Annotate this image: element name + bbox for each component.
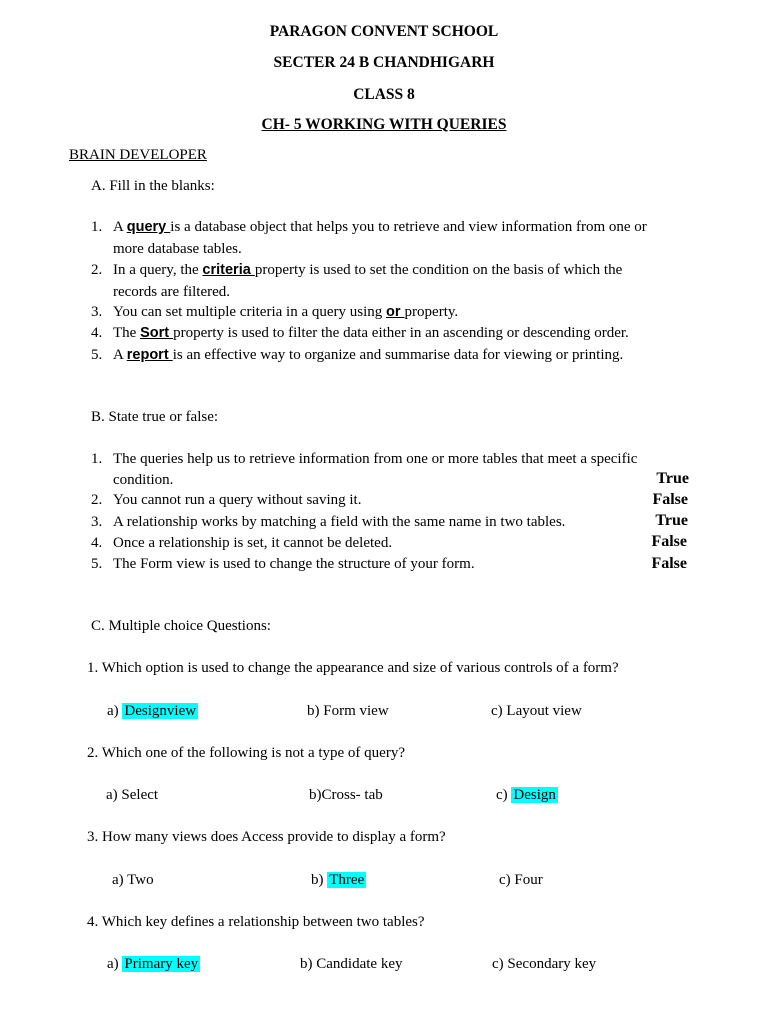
option-label: a) (112, 872, 128, 888)
item-number: 5. (91, 556, 103, 572)
option-label: b) (311, 872, 328, 888)
option-label: b) (307, 703, 324, 719)
item-number: 3. (91, 514, 103, 530)
option-text: Candidate key (316, 956, 403, 972)
item-number: 3. (91, 304, 103, 320)
option-text: Four (514, 872, 543, 888)
fill-item (91, 304, 459, 321)
item-text: property. (404, 304, 459, 320)
item-text: The Form view is used to change the structure of your form. (113, 556, 475, 572)
item-text-continued: condition. (113, 472, 174, 488)
item-text: Once a relationship is set, it cannot be deleted. (113, 535, 393, 551)
fill-answer: criteria (202, 262, 255, 278)
school-address: SECTER 24 B CHANDHIGARH (273, 54, 495, 71)
item-text: You cannot run a query without saving it. (113, 492, 362, 508)
option-text: Cross- tab (321, 787, 383, 803)
option-text: Two (127, 872, 154, 888)
correct-answer: Primary key (124, 956, 199, 972)
mcq-question: 2. Which one of the following is not a type of query? (87, 745, 405, 761)
tf-answer: True (656, 470, 689, 487)
mcq-option-c (491, 703, 582, 720)
fill-answer: Sort (140, 325, 174, 341)
mcq-option-c (492, 956, 596, 973)
mcq-question: 3. How many views does Access provide to display a form? (87, 829, 446, 845)
mcq-option-a (107, 703, 198, 720)
mcq-option-c (499, 872, 543, 889)
mcq-option-a (107, 956, 200, 973)
mcq-question: 4. Which key defines a relationship between two tables? (87, 914, 425, 930)
option-label: c) (496, 787, 512, 803)
section-a-heading: A. Fill in the blanks: (91, 178, 215, 194)
option-label: a) (107, 703, 123, 719)
option-text: Layout view (506, 703, 582, 719)
item-text: property is used to set the condition on the basis of which the (254, 262, 623, 278)
item-text-continued: more database tables. (113, 241, 242, 257)
option-label: b) (309, 787, 322, 803)
fill-item (91, 219, 647, 236)
tf-answer: False (652, 491, 688, 508)
mcq-option-a (112, 872, 154, 889)
chapter-title: CH- 5 WORKING WITH QUERIES (261, 116, 507, 133)
item-number: 1. (91, 219, 103, 235)
fill-item (91, 325, 629, 342)
item-text: The (113, 325, 141, 341)
option-label: a) (107, 956, 123, 972)
section-b-heading: B. State true or false: (91, 409, 219, 425)
correct-answer: Three (329, 872, 365, 888)
item-text: The queries help us to retrieve information from one or more tables that meet a specific (113, 451, 638, 467)
item-text: You can set multiple criteria in a query using (113, 304, 387, 320)
mcq-option-b (300, 956, 402, 973)
fill-answer: or (386, 304, 405, 320)
option-text: Select (121, 787, 159, 803)
item-text: is an effective way to organize and summarise data for viewing or printing. (172, 347, 624, 363)
tf-item (91, 451, 638, 468)
fill-answer: query (126, 219, 171, 235)
item-number: 4. (91, 535, 103, 551)
item-text-continued: records are filtered. (113, 284, 231, 300)
item-text: property is used to filter the data either in an ascending or descending order. (173, 325, 629, 341)
tf-answer: False (651, 533, 687, 550)
fill-item (91, 347, 624, 364)
section-title: BRAIN DEVELOPER (69, 147, 207, 163)
section-c-heading: C. Multiple choice Questions: (91, 618, 271, 634)
tf-answer: True (655, 512, 688, 529)
item-text: A (113, 347, 127, 363)
tf-item (91, 514, 566, 531)
mcq-option-b (309, 787, 383, 804)
fill-item (91, 262, 623, 279)
fill-answer: report (126, 347, 173, 363)
school-name: PARAGON CONVENT SCHOOL (269, 23, 499, 40)
option-label: a) (106, 787, 122, 803)
option-text: Secondary key (507, 956, 597, 972)
item-number: 1. (91, 451, 103, 467)
option-text: Form view (323, 703, 389, 719)
item-text: A relationship works by matching a field with the same name in two tables. (113, 514, 566, 530)
mcq-option-b (311, 872, 366, 889)
class-title: CLASS 8 (353, 86, 415, 103)
mcq-option-b (307, 703, 389, 720)
item-number: 5. (91, 347, 103, 363)
mcq-option-a (106, 787, 158, 804)
correct-answer: Designview (124, 703, 197, 719)
mcq-question: 1. Which option is used to change the appearance and size of various controls of a form? (87, 660, 619, 676)
item-text: is a database object that helps you to retrieve and view information from one or (170, 219, 647, 235)
item-text: A (113, 219, 127, 235)
tf-answer: False (651, 555, 687, 572)
mcq-option-c (496, 787, 558, 804)
item-number: 4. (91, 325, 103, 341)
correct-answer: Design (513, 787, 556, 803)
tf-item (91, 492, 362, 509)
option-label: c) (499, 872, 515, 888)
item-number: 2. (91, 492, 103, 508)
option-label: c) (491, 703, 507, 719)
tf-item (91, 535, 393, 552)
option-label: c) (492, 956, 508, 972)
item-number: 2. (91, 262, 103, 278)
option-label: b) (300, 956, 317, 972)
chapter-title-wrap (0, 116, 768, 134)
item-text: In a query, the (113, 262, 203, 278)
tf-item (91, 556, 475, 573)
